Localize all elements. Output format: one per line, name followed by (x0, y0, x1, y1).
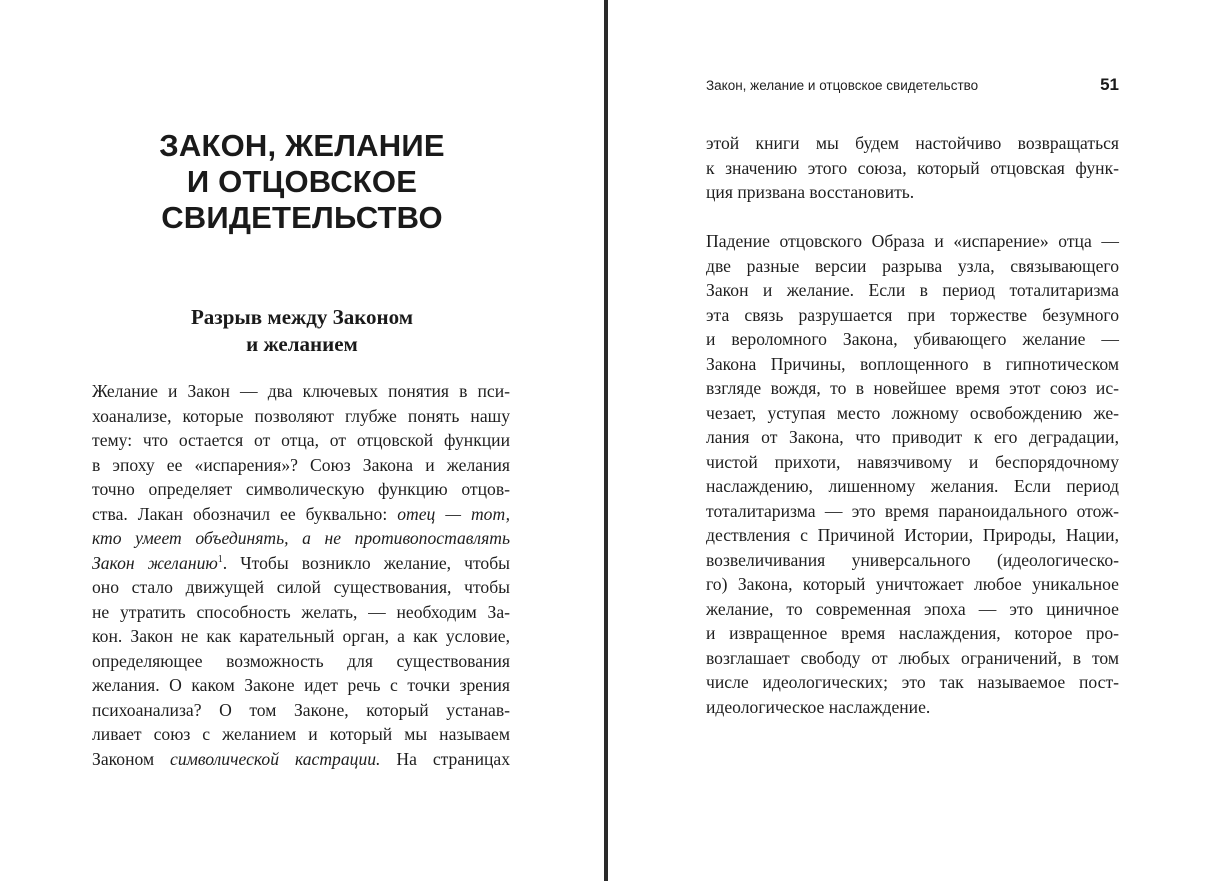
left-body-paragraph (92, 379, 510, 771)
text-line (92, 502, 510, 527)
right-paragraph-2 (706, 229, 1119, 719)
text-line: желание, то современная эпоха — это циничное (706, 598, 1119, 619)
text-line: желания. О каком Законе идет речь с точки зрения (92, 675, 510, 695)
chapter-title-line: СВИДЕТЕЛЬСТВО (161, 200, 443, 235)
text-fragment: Законом (92, 748, 155, 769)
text-line: определяющее возможность для существования (92, 650, 510, 671)
text-line: лания от Закона, что приводит к его деградации, (706, 427, 1119, 447)
text-line: точно определяет символическую функцию отцов- (92, 479, 510, 499)
text-line: числе идеологических; это так называемое пост- (706, 672, 1119, 692)
text-line: и извращенное время наслаждения, которое про- (706, 623, 1119, 643)
text-line: Желание и Закон — два ключевых понятия в пси- (92, 381, 510, 401)
section-title-line: Разрыв между Законом (190, 305, 414, 329)
text-line: к значению этого союза, который отцовская функ- (706, 157, 1119, 178)
text-line: тоталитаризма — это время параноидального отож- (706, 500, 1119, 521)
text-line: Закона Причины, воплощенного в гипнотическом (706, 353, 1119, 374)
section-title-line: и желанием (246, 332, 358, 356)
chapter-title-line: И ОТЦОВСКОЕ (186, 164, 418, 199)
running-title: Закон, желание и отцовское свидетельство (706, 78, 979, 93)
page-number: 51 (1100, 75, 1119, 94)
text-line: хоанализе, которые позволяют глубже понять нашу (92, 405, 510, 426)
text-line: взгляде вождя, то в новейшее время этот союз ис- (706, 378, 1119, 398)
text-line: идеологическое наслаждение. (706, 696, 931, 717)
section-title (92, 304, 512, 358)
right-page (608, 0, 1216, 881)
text-line: кон. Закон не как карательный орган, а как условие, (92, 626, 510, 646)
chapter-title-line: ЗАКОН, ЖЕЛАНИЕ (159, 128, 445, 163)
footnote-marker: 1 (217, 553, 223, 565)
text-line: тему: что остается от отца, от отцовской функции (92, 430, 510, 450)
text-line: не утратить способность желать, — необходим За- (92, 601, 510, 622)
italic-quote: Закон желанию (92, 552, 218, 573)
text-line (92, 551, 510, 576)
text-line: Закон и желание. Если в период тоталитаризма (706, 280, 1119, 300)
text-line: возглашает свободу от любых ограничений, в том (706, 647, 1119, 668)
text-line: в эпоху ее «испарения»? Союз Закона и желания (92, 454, 510, 475)
text-fragment: . Чтобы возникло желание, чтобы (222, 552, 511, 573)
running-header (706, 76, 1119, 96)
text-fragment: ства. Лакан обозначил ее буквально: (92, 503, 388, 524)
text-line: наслаждению, лишенному желания. Если период (706, 476, 1119, 496)
left-page (0, 0, 604, 881)
text-line: этой книги мы будем настойчиво возвращаться (706, 133, 1119, 153)
text-line: оно стало движущей силой существования, чтобы (92, 577, 510, 597)
italic-quote: отец — тот, (397, 503, 511, 524)
chapter-title (92, 128, 512, 236)
text-line: Падение отцовского Образа и «испарение» отца — (706, 231, 1119, 251)
text-line: чезает, уступая место ложному освобождению же- (706, 402, 1119, 423)
text-line (92, 526, 510, 551)
text-line: дествления с Причиной Истории, Природы, Нации, (706, 525, 1119, 545)
text-fragment: На страницах (396, 748, 511, 769)
italic-term: символической кастрации. (170, 748, 381, 769)
text-line: ция призвана восстановить. (706, 182, 915, 202)
italic-quote: кто умеет объединять, а не противопоставлять (92, 528, 510, 548)
text-line: и вероломного Закона, убивающего желание — (706, 329, 1119, 349)
text-line: возвеличивания универсального (идеологическо- (706, 549, 1119, 570)
text-line: го) Закона, который уничтожает любое уникальное (706, 574, 1119, 594)
text-line: психоанализа? О том Законе, который устанав- (92, 699, 510, 720)
right-paragraph-1 (706, 131, 1119, 205)
text-line: две разные версии разрыва узла, связывающего (706, 255, 1119, 276)
text-line (92, 747, 510, 772)
text-line: чистой прихоти, навязчивому и беспорядочному (706, 451, 1119, 472)
text-line: ливает союз с желанием и который мы называем (92, 724, 510, 744)
text-line: эта связь разрушается при торжестве безумного (706, 304, 1119, 325)
